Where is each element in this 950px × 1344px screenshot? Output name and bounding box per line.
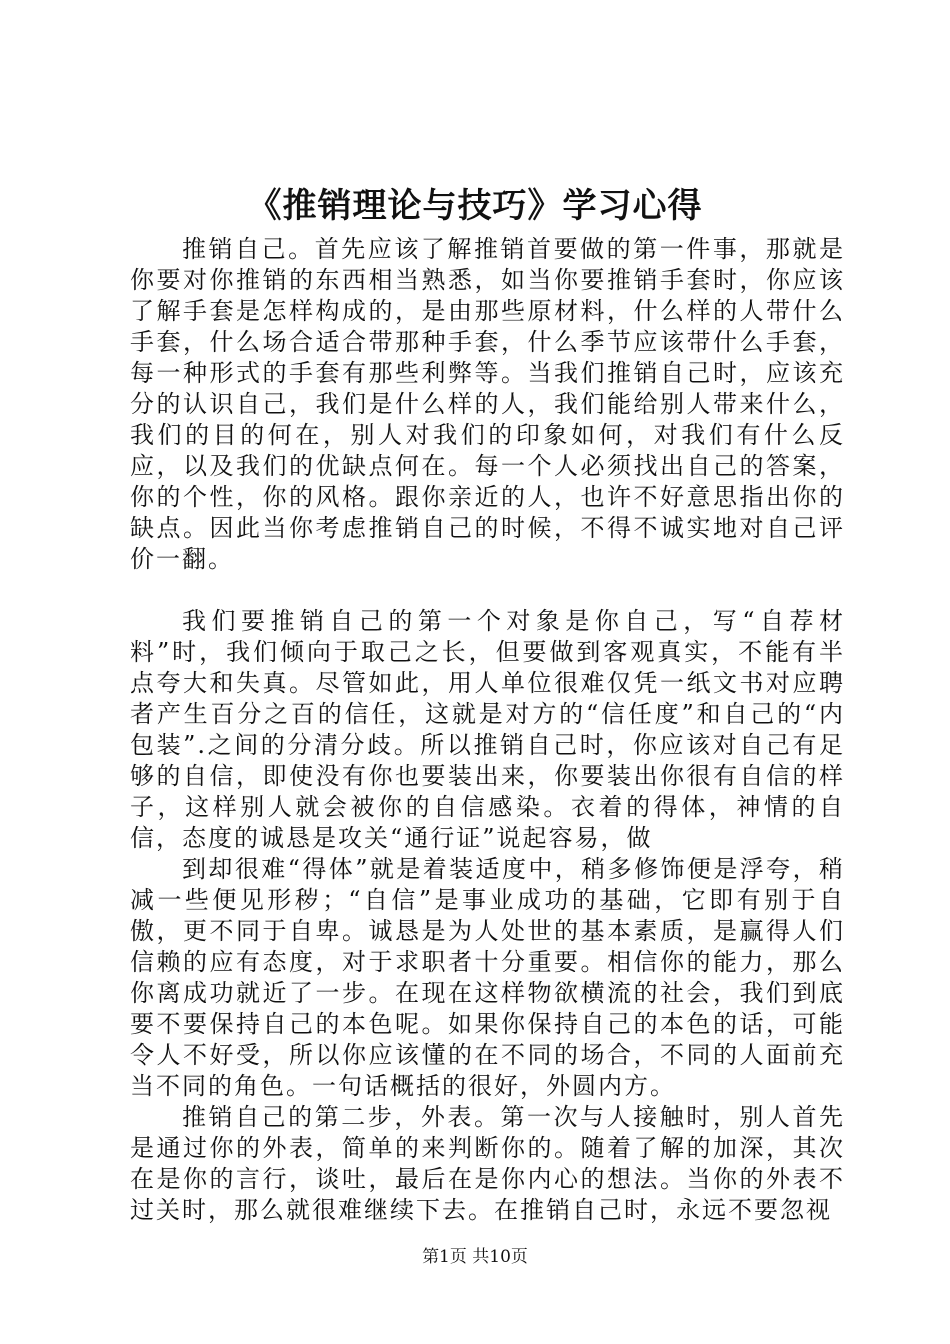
- paragraph-2: 我们要推销自己的第一个对象是你自己，写“自荐材料”时，我们倾向于取己之长，但要做到客观真实，不能有半点夸大和失真。尽管如此，用人单位很难仅凭一纸文书对应聘者产生百分之百的信任，这就是对方的“信任度”和自己的“内包装”.之间的分清分歧。所以推销自己时，你应该对自己有足够的自信，即使没有你也要装出来，你要装出你很有自信的样子，这样别人就会被你的自信感染。衣着的得体，神情的自信，态度的诚恳是攻关“通行证”说起容易，做: [130, 607, 845, 852]
- document-body: [130, 234, 845, 1226]
- paragraph-gap: [130, 575, 845, 606]
- paragraph-3: 到却很难“得体”就是着装适度中，稍多修饰便是浮夸，稍减一些便见形秽；“自信”是事业成功的基础，它即有别于自傲，更不同于自卑。诚恳是为人处世的基本素质，是赢得人们信赖的应有态度，对于求职者十分重要。相信你的能力，那么你离成功就近了一步。在现在这样物欲横流的社会，我们到底要不要保持自己的本色呢。如果你保持自己的本色的话，可能令人不好受，所以你应该懂的在不同的场合，不同的人面前充当不同的角色。一句话概括的很好，外圆内方。: [130, 855, 845, 1100]
- document-title: 《推销理论与技巧》学习心得: [247, 186, 703, 226]
- page-number-footer: 第1页 共10页: [422, 1247, 528, 1267]
- paragraph-1: 推销自己。首先应该了解推销首要做的第一件事，那就是你要对你推销的东西相当熟悉，如当你要推销手套时，你应该了解手套是怎样构成的，是由那些原材料，什么样的人带什么手套，什么场合适合带那种手套，什么季节应该带什么手套，每一种形式的手套有那些利弊等。当我们推销自己时，应该充分的认识自己，我们是什么样的人，我们能给别人带来什么，我们的目的何在，别人对我们的印象如何，对我们有什么反应，以及我们的优缺点何在。每一个人必须找出自己的答案，你的个性，你的风格。跟你亲近的人，也许不好意思指出你的缺点。因此当你考虑推销自己的时候，不得不诚实地对自己评价一翻。: [130, 235, 845, 573]
- paragraph-4: 推销自己的第二步，外表。第一次与人接触时，别人首先是通过你的外表，简单的来判断你的。随着了解的加深，其次在是你的言行，谈吐，最后在是你内心的想法。当你的外表不过关时，那么就很难继续下去。在推销自己时，永远不要忽视: [130, 1103, 845, 1224]
